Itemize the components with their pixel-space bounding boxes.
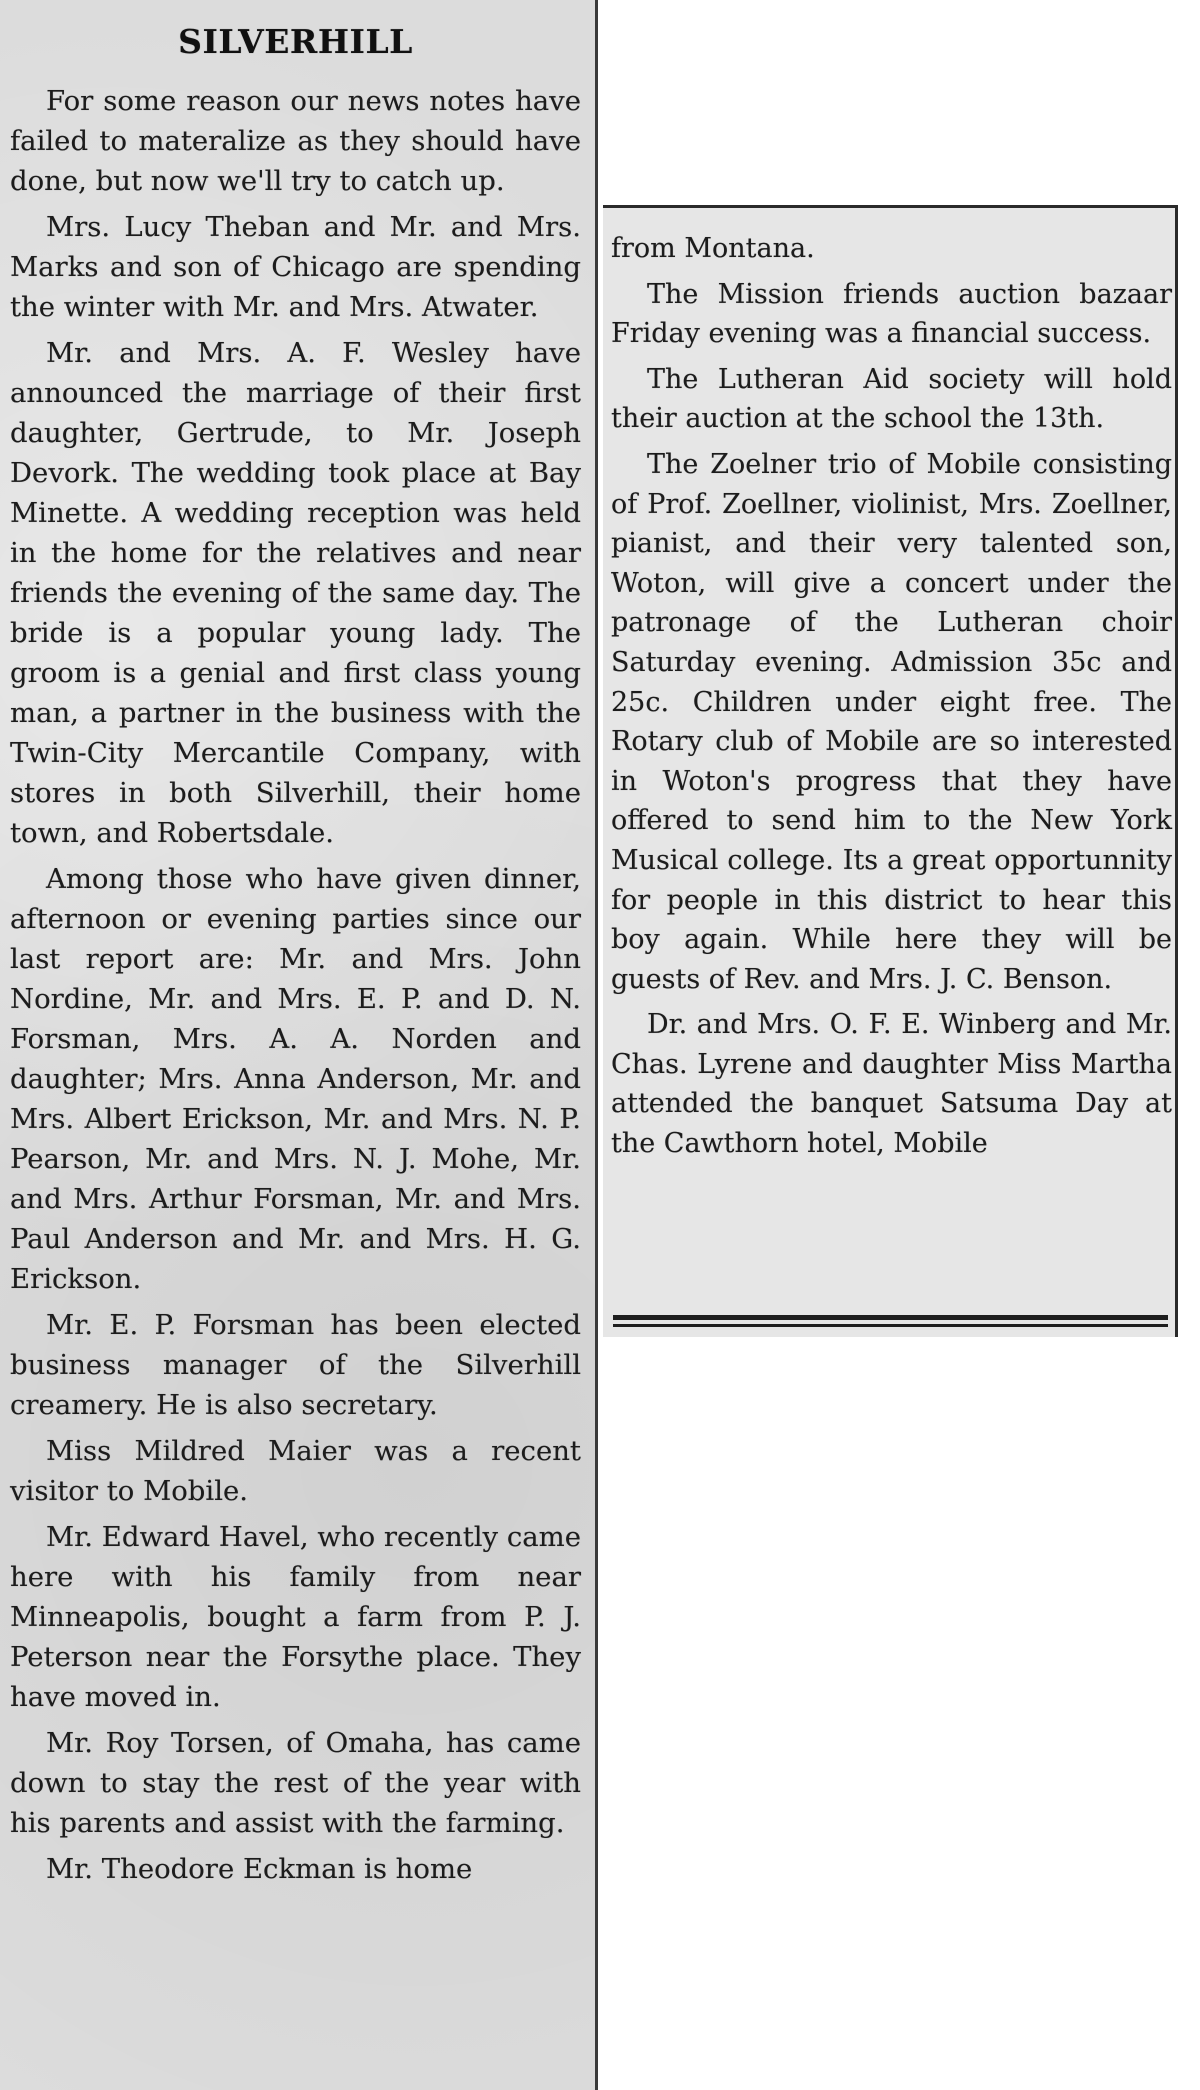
right-column [603, 205, 1178, 1337]
column-top-rule [603, 205, 1178, 208]
column-side-rule [1175, 205, 1178, 1337]
left-column [0, 0, 598, 2090]
paragraph-zoelner-trio: The Zoelner trio of Mobile consisting of Prof. Zoellner, violinist, Mrs. Zoellner, pianist, and their very talented son, Woton, will give a concert under the patronage of the Lutheran choir Saturday evening. Admission 35c and 25c. Children under eight free. The Rotary club of Mobile are so interested in Woton's progress that they have offered to send him to the New York Musical college. Its a great opportunnity for people in this district to hear this boy again. While here they will be guests of Rev. and Mrs. J. C. Benson. [611, 448, 1172, 995]
paragraph-intro: For some reason our news notes have failed to materalize as they should have done, but now we'll try to catch up. [10, 85, 581, 197]
paragraph-wesley-marriage: Mr. and Mrs. A. F. Wesley have announced the marriage of their first daughter, Gertrude, to Mr. Joseph Devork. The wedding took place at Bay Minette. A wedding reception was held in the home for the relatives and near friends the evening of the same day. The bride is a popular young lady. The groom is a genial and first class young man, a partner in the business with the Twin-City Mercantile Company, with stores in both Silverhill, their home town, and Robertsdale. [10, 337, 581, 849]
paragraph-theban: Mrs. Lucy Theban and Mr. and Mrs. Marks and son of Chicago are spending the winter with Mr. and Mrs. Atwater. [10, 211, 581, 323]
paragraph-torsen: Mr. Roy Torsen, of Omaha, has came down to stay the rest of the year with his parents and assist with the farming. [10, 1727, 581, 1839]
article-headline: SILVERHILL [178, 22, 413, 61]
paragraph-parties: Among those who have given dinner, afternoon or evening parties since our last report are: Mr. and Mrs. John Nordine, Mr. and Mrs. E. P. and D. N. Forsman, Mrs. A. A. Norden and daughter; Mrs. Anna Anderson, Mr. and Mrs. Albert Erickson, Mr. and Mrs. N. P. Pearson, Mr. and Mrs. N. J. Mohe, Mr. and Mrs. Arthur Forsman, Mr. and Mrs. Paul Anderson and Mr. and Mrs. H. G. Erickson. [10, 863, 581, 1295]
paragraph-aid-society: The Lutheran Aid society will hold their auction at the school the 13th. [611, 363, 1172, 435]
paragraph-maier: Miss Mildred Maier was a recent visitor to Mobile. [10, 1435, 581, 1507]
article-end-rule [613, 1315, 1168, 1327]
paragraph-montana: from Montana. [611, 233, 815, 264]
paragraph-eckman: Mr. Theodore Eckman is home [46, 1853, 473, 1885]
paragraph-bazaar: The Mission friends auction bazaar Friday evening was a financial success. [611, 278, 1172, 350]
paragraph-forsman-creamery: Mr. E. P. Forsman has been elected business manager of the Silverhill creamery. He is also secretary. [10, 1309, 581, 1421]
paragraph-winberg: Dr. and Mrs. O. F. E. Winberg and Mr. Chas. Lyrene and daughter Miss Martha attended the banquet Satsuma Day at the Cawthorn hotel, Mobile [611, 1009, 1172, 1160]
paragraph-havel: Mr. Edward Havel, who recently came here with his family from near Minneapolis, bought a farm from P. J. Peterson near the Forsythe place. They have moved in. [10, 1521, 581, 1713]
